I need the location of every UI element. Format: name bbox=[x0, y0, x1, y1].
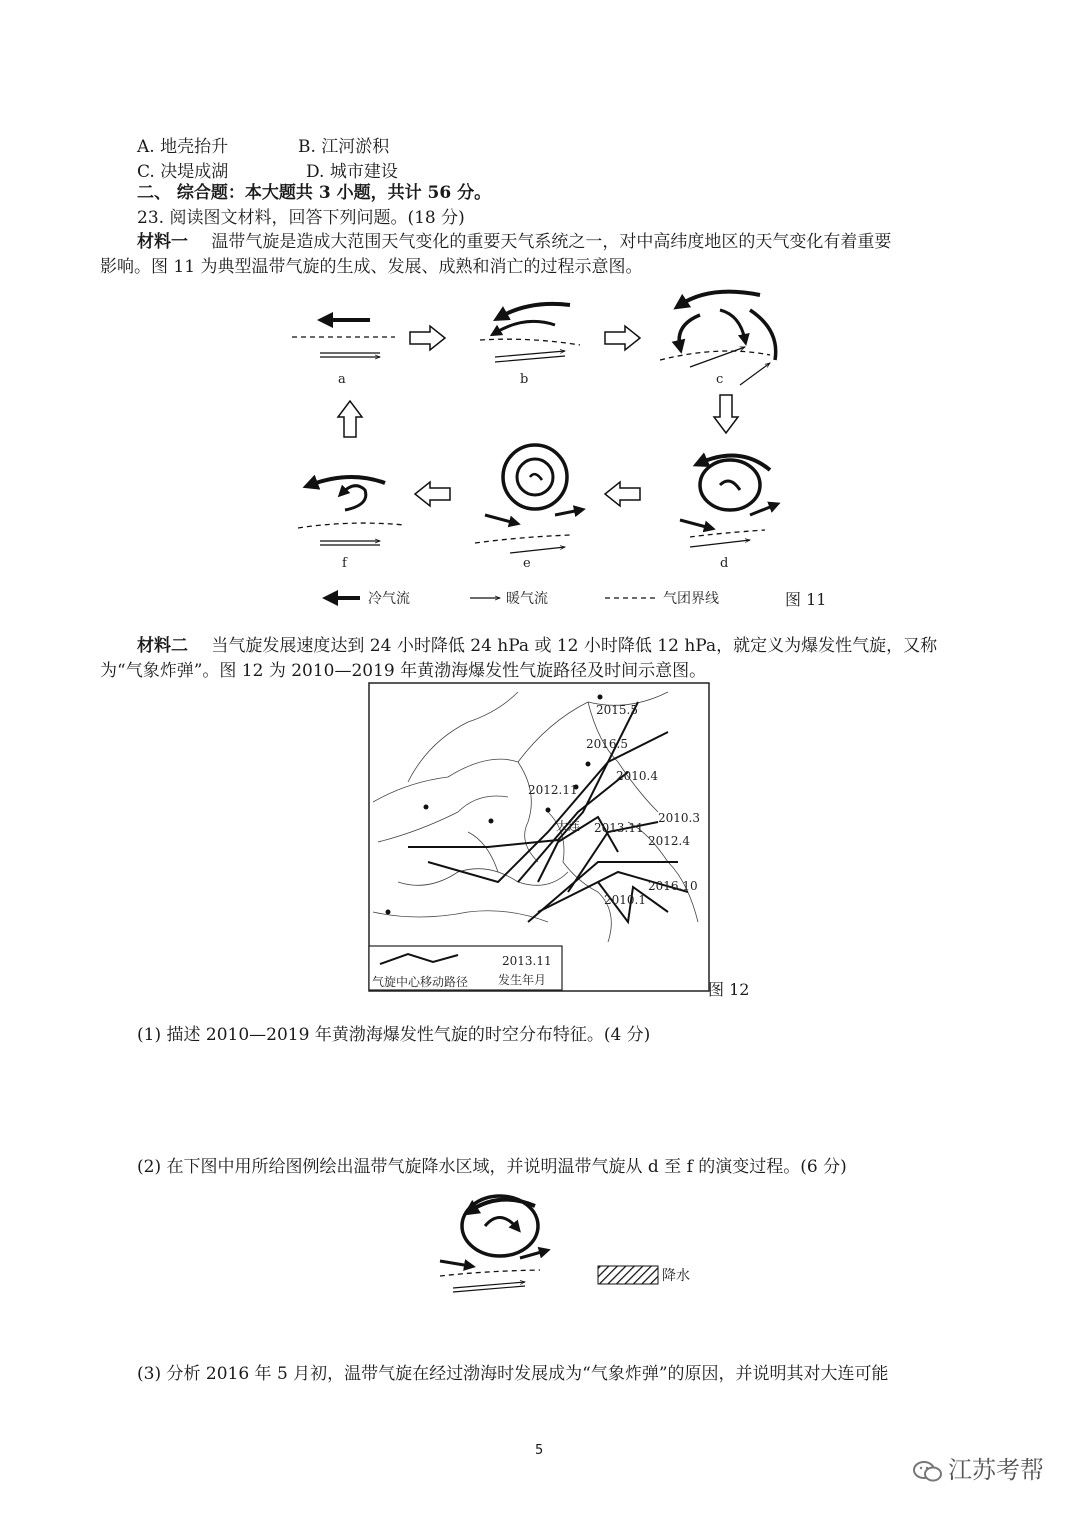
stage-f-label: f bbox=[342, 556, 347, 571]
stage-e-label: e bbox=[523, 556, 531, 571]
map-label-2016-10: 2016.10 bbox=[648, 879, 698, 893]
map-label-2012-4: 2012.4 bbox=[648, 834, 690, 848]
stage-c-diagram bbox=[660, 292, 776, 385]
stage-d-diagram bbox=[680, 455, 775, 547]
arrow-f-to-a bbox=[338, 401, 362, 437]
option-a: A. 地壳抬升 bbox=[137, 137, 229, 157]
watermark-text: 江苏考帮 bbox=[948, 1456, 1044, 1484]
question-23-1: (1) 描述 2010—2019 年黄渤海爆发性气旋的时空分布特征。(4 分) bbox=[137, 1025, 651, 1045]
stage-b-label: b bbox=[520, 372, 529, 387]
arrow-e-to-f bbox=[415, 482, 450, 506]
figure-12-map bbox=[368, 682, 713, 994]
stage-a-diagram bbox=[292, 320, 395, 357]
map-legend-path-label: 气旋中心移动路径 bbox=[372, 975, 469, 989]
figure-11 bbox=[280, 285, 840, 615]
map-label-dalian: 大连 bbox=[556, 819, 581, 833]
arrow-c-to-d bbox=[714, 395, 738, 433]
legend-cold-label: 冷气流 bbox=[368, 591, 410, 607]
figure-11-caption: 图 11 bbox=[785, 590, 827, 609]
arrow-b-to-c bbox=[605, 326, 640, 350]
legend-front-label: 气团界线 bbox=[663, 591, 719, 607]
option-c: C. 决堤成湖 bbox=[137, 162, 229, 182]
stage-d-label: d bbox=[720, 556, 729, 571]
q2-drawing-figure bbox=[425, 1186, 705, 1296]
map-legend-date-label: 发生年月 bbox=[498, 973, 547, 987]
material1-label: 材料一 bbox=[137, 232, 188, 252]
map-label-2016-5: 2016.5 bbox=[586, 737, 628, 751]
wechat-icon bbox=[912, 1460, 944, 1482]
stage-b-diagram bbox=[480, 304, 580, 362]
question-23-2: (2) 在下图中用所给图例绘出温带气旋降水区域，并说明温带气旋从 d 至 f 的演变过程。(6 分) bbox=[137, 1157, 847, 1177]
material2-label: 材料二 bbox=[137, 636, 188, 656]
page-number: 5 bbox=[535, 1443, 544, 1458]
stage-f-diagram bbox=[298, 477, 405, 545]
arrow-d-to-e bbox=[605, 482, 640, 506]
precipitation-legend-label: 降水 bbox=[662, 1268, 690, 1284]
material1-line2: 影响。图 11 为典型温带气旋的生成、发展、成熟和消亡的过程示意图。 bbox=[100, 257, 643, 277]
map-label-2013-11: 2013.11 bbox=[594, 821, 644, 835]
material2-line1 bbox=[137, 634, 937, 658]
map-label-2015-5: 2015.5 bbox=[596, 703, 638, 717]
option-b: B. 江河淤积 bbox=[298, 137, 390, 157]
arrow-a-to-b bbox=[410, 326, 445, 350]
map-label-2010-3: 2010.3 bbox=[658, 811, 700, 825]
map-legend-date-sample: 2013.11 bbox=[502, 954, 552, 968]
section-two-heading: 二、 综合题：本大题共 3 小题，共计 56 分。 bbox=[137, 183, 492, 203]
question-23-3: (3) 分析 2016 年 5 月初，温带气旋在经过渤海时发展成为“气象炸弹”的原因，并说明其对大连可能 bbox=[137, 1364, 889, 1384]
watermark bbox=[912, 1450, 1044, 1485]
material2-text1: 当气旋发展速度达到 24 小时降低 24 hPa 或 12 小时降低 12 hPa，就定义为爆发性气旋，又称 bbox=[211, 636, 938, 656]
legend-warm-label: 暖气流 bbox=[506, 591, 548, 607]
material1-text1: 温带气旋是造成大范围天气变化的重要天气系统之一，对中高纬度地区的天气变化有着重要 bbox=[211, 232, 892, 252]
stage-a-label: a bbox=[338, 372, 346, 387]
map-label-2010-4: 2010.4 bbox=[616, 769, 658, 783]
figure-12-caption: 图 12 bbox=[708, 980, 750, 999]
stage-c-label: c bbox=[716, 372, 724, 387]
map-label-2012-11: 2012.11 bbox=[528, 783, 578, 797]
material2-line2: 为“气象炸弹”。图 12 为 2010—2019 年黄渤海爆发性气旋路径及时间示意图。 bbox=[100, 661, 707, 681]
option-d: D. 城市建设 bbox=[306, 162, 398, 182]
precipitation-legend-symbol bbox=[598, 1266, 658, 1284]
material1-line1 bbox=[137, 230, 891, 254]
map-label-2010-1: 2010.1 bbox=[604, 893, 646, 907]
question-23: 23. 阅读图文材料，回答下列问题。(18 分) bbox=[137, 208, 465, 228]
stage-e-diagram bbox=[475, 445, 580, 553]
